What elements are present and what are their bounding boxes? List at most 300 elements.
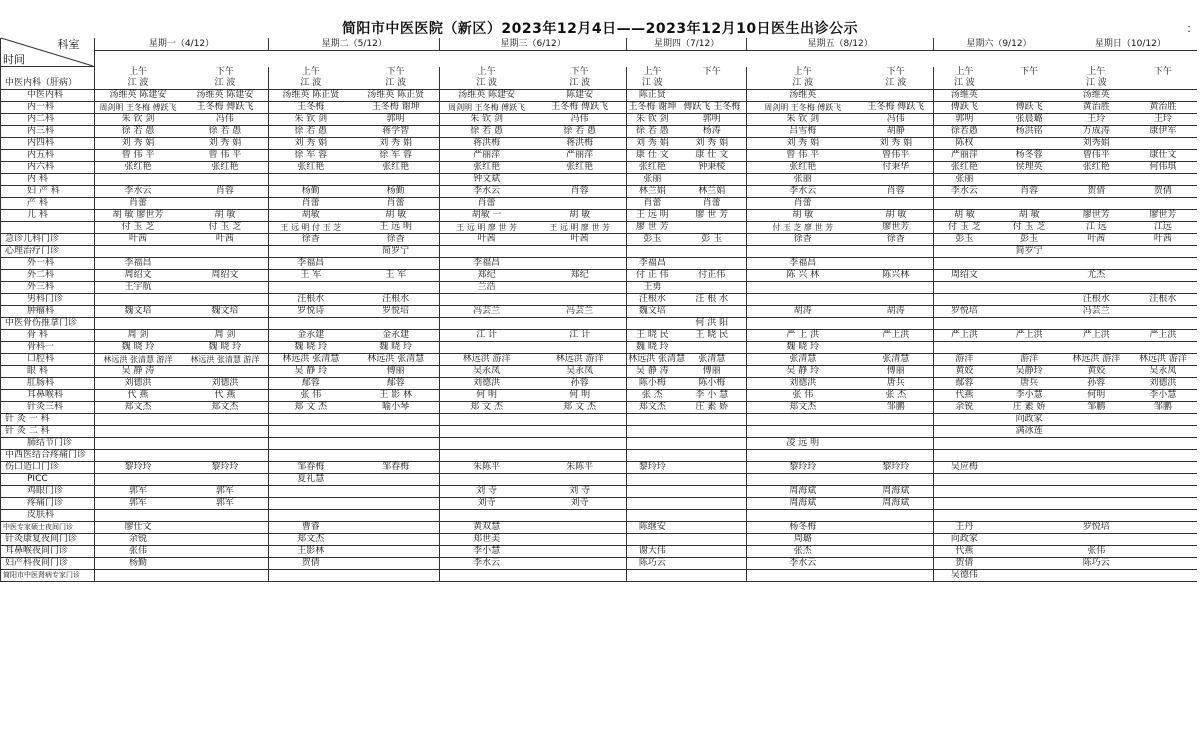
- doctor-cell: 康伊军: [1129, 126, 1197, 138]
- doctor-cell: 康 仕 文: [627, 150, 678, 162]
- dept-name: 外三科: [1, 282, 95, 294]
- doctor-cell: 冯伟: [858, 114, 933, 126]
- doctor-cell: 王宇航: [94, 282, 181, 294]
- doctor-cell: 傅丽: [352, 366, 439, 378]
- doctor-cell: 刘 秀 娟: [94, 138, 181, 150]
- day-thursday: 星期四（7/12）: [627, 38, 747, 51]
- doctor-cell: 王 远 明: [352, 222, 439, 234]
- doctor-cell: 王 影 林: [352, 390, 439, 402]
- doctor-cell: 黎玲玲: [94, 462, 181, 474]
- doctor-cell: 张丽: [934, 174, 995, 186]
- doctor-cell: [677, 426, 746, 438]
- doctor-cell: [995, 534, 1064, 546]
- doctor-cell: [627, 570, 678, 582]
- dept-name: 口腔科: [1, 354, 95, 366]
- doctor-cell: [858, 90, 933, 102]
- dept-name: 中医骨伤推拿门诊: [1, 318, 95, 330]
- doctor-cell: 邹春梅: [269, 462, 352, 474]
- doctor-cell: 叶茜: [533, 234, 627, 246]
- dept-label: 科室: [57, 38, 80, 51]
- doctor-cell: 蒋洪梅: [533, 138, 627, 150]
- doctor-cell: 江 计: [533, 330, 627, 342]
- schedule-table: [0, 38, 1197, 582]
- doctor-cell: 张红艳: [627, 162, 678, 174]
- doctor-cell: 汪根水: [1129, 294, 1197, 306]
- doctor-cell: 何明: [1064, 390, 1129, 402]
- doctor-cell: 夏礼慧: [269, 474, 352, 486]
- dept-name: 肛肠科: [1, 378, 95, 390]
- doctor-cell: [995, 342, 1064, 354]
- doctor-cell: [269, 246, 352, 258]
- doctor-cell: [934, 510, 995, 522]
- doctor-cell: 林远洪 张清慧 游洋: [94, 354, 181, 366]
- doctor-cell: 刘 秀 娟: [858, 138, 933, 150]
- day-saturday: 星期六（9/12）: [934, 38, 1064, 51]
- doctor-cell: [1129, 258, 1197, 270]
- doctor-cell: [858, 198, 933, 210]
- doctor-cell: 付 玉 芝: [995, 222, 1064, 234]
- doctor-cell: 喻小琴: [352, 402, 439, 414]
- doctor-cell: [533, 258, 627, 270]
- dept-name: 伤口造口门诊: [1, 462, 95, 474]
- doctor-cell: [1129, 282, 1197, 294]
- doctor-cell: 陈继安: [627, 522, 678, 534]
- doctor-cell: 凌 远 明: [747, 438, 859, 450]
- doctor-cell: 刘德洪: [181, 378, 268, 390]
- doctor-cell: 肖蕾: [269, 198, 352, 210]
- doctor-cell: [1129, 174, 1197, 186]
- doctor-cell: 魏 晓 玲: [181, 342, 268, 354]
- doctor-cell: 汤维英: [1064, 90, 1129, 102]
- doctor-cell: [747, 246, 859, 258]
- dept-name: 皮肤科: [1, 510, 95, 522]
- doctor-cell: [995, 462, 1064, 474]
- doctor-cell: [677, 78, 746, 90]
- doctor-cell: [181, 366, 268, 378]
- dept-name: 内 科: [1, 174, 95, 186]
- doctor-cell: 廖仕文: [94, 522, 181, 534]
- doctor-cell: [94, 510, 181, 522]
- doctor-cell: [533, 450, 627, 462]
- doctor-cell: 张清慧: [677, 354, 746, 366]
- doctor-cell: [1064, 198, 1129, 210]
- doctor-cell: 肖蓉: [181, 186, 268, 198]
- doctor-cell: 康仕文: [1129, 150, 1197, 162]
- doctor-cell: 江 波: [440, 78, 534, 90]
- doctor-cell: [1129, 510, 1197, 522]
- doctor-cell: 黄姣: [1064, 366, 1129, 378]
- doctor-cell: 万成涛: [1064, 126, 1129, 138]
- doctor-cell: 汤维英: [934, 90, 995, 102]
- doctor-cell: 曹睿: [269, 522, 352, 534]
- doctor-cell: [1064, 486, 1129, 498]
- doctor-cell: 张丽: [747, 174, 859, 186]
- doctor-cell: 江 波: [1064, 78, 1129, 90]
- doctor-cell: [440, 342, 534, 354]
- doctor-cell: 周海斌: [858, 486, 933, 498]
- doctor-cell: 张红艳: [1064, 162, 1129, 174]
- doctor-cell: 代燕: [934, 546, 995, 558]
- doctor-cell: 林远洪 张清慧: [628, 354, 686, 364]
- doctor-cell: [1129, 570, 1197, 582]
- doctor-cell: 肖蕾: [352, 198, 439, 210]
- doctor-cell: [1129, 342, 1197, 354]
- schedule-row: [1, 450, 1198, 462]
- doctor-cell: 代燕: [934, 390, 995, 402]
- doctor-cell: 李水云: [747, 558, 859, 570]
- doctor-cell: [269, 414, 352, 426]
- dept-name: 中医专家硕士夜间门诊: [1, 522, 95, 534]
- doctor-cell: 王 晓 民: [627, 330, 678, 342]
- doctor-cell: 肖蓉: [858, 186, 933, 198]
- doctor-cell: 胡 敏 廖世芳: [94, 210, 181, 222]
- doctor-cell: [934, 282, 995, 294]
- doctor-cell: [858, 510, 933, 522]
- doctor-cell: 魏 晓 玲: [94, 342, 181, 354]
- doctor-cell: [995, 78, 1064, 90]
- doctor-cell: 江 波: [858, 78, 933, 90]
- doctor-cell: [995, 546, 1064, 558]
- doctor-cell: [1129, 318, 1197, 330]
- doctor-cell: [269, 282, 352, 294]
- schedule-row: [1, 558, 1198, 570]
- schedule-row: [1, 462, 1198, 474]
- doctor-cell: 胡 敏: [533, 210, 627, 222]
- doctor-cell: 徐香: [269, 234, 352, 246]
- doctor-cell: [181, 258, 268, 270]
- doctor-cell: 郑文杰: [269, 534, 352, 546]
- doctor-cell: 杨勤: [94, 558, 181, 570]
- doctor-cell: [181, 438, 268, 450]
- dept-name: PICC: [1, 474, 95, 486]
- doctor-cell: [181, 534, 268, 546]
- doctor-cell: 王玲: [1064, 114, 1129, 126]
- doctor-cell: [352, 450, 439, 462]
- doctor-cell: 廖世芳: [858, 222, 933, 234]
- doctor-cell: 严丽萍: [934, 150, 995, 162]
- doctor-cell: [1064, 414, 1129, 426]
- doctor-cell: [181, 318, 268, 330]
- doctor-cell: [934, 426, 995, 438]
- doctor-cell: 王冬梅 傅跃飞: [181, 102, 268, 114]
- doctor-cell: 蒋学智: [352, 126, 439, 138]
- doctor-cell: [747, 570, 859, 582]
- schedule-row: [1, 546, 1198, 558]
- dept-name: 骨 科: [1, 330, 95, 342]
- schedule-row: [1, 402, 1198, 414]
- doctor-cell: 吴德伟: [934, 570, 995, 582]
- doctor-cell: 肖蕾: [440, 198, 534, 210]
- doctor-cell: 张晨璐: [995, 114, 1064, 126]
- am-header: 上午: [440, 67, 534, 79]
- pm-header: 下午: [702, 66, 721, 77]
- doctor-cell: 胡 敏: [934, 210, 995, 222]
- doctor-cell: 郑文杰: [94, 402, 181, 414]
- dept-name: 骨科一: [1, 342, 95, 354]
- doctor-cell: 吴 静 玲: [747, 366, 859, 378]
- schedule-row: [1, 570, 1198, 582]
- doctor-cell: 汤维英: [747, 90, 859, 102]
- doctor-cell: [1129, 414, 1197, 426]
- dept-name: 简阳市中医肾病专家门诊: [1, 570, 95, 582]
- dept-name: 儿 科: [1, 210, 95, 222]
- doctor-cell: 周海斌: [858, 498, 933, 510]
- doctor-cell: [533, 342, 627, 354]
- doctor-cell: 刘德洪: [440, 378, 534, 390]
- schedule-row: [1, 498, 1198, 510]
- doctor-cell: [181, 510, 268, 522]
- doctor-cell: 康 仕 文: [677, 150, 746, 162]
- doctor-cell: [1064, 474, 1129, 486]
- doctor-cell: 严上洪: [1064, 330, 1129, 342]
- doctor-cell: [934, 342, 995, 354]
- doctor-cell: 王 远 明 付 玉 芝: [269, 222, 352, 234]
- schedule-row: [1, 150, 1198, 162]
- am-header: 上午: [269, 67, 352, 79]
- doctor-cell: [677, 414, 746, 426]
- doctor-cell: [352, 570, 439, 582]
- corner-mark: ：: [1186, 22, 1198, 35]
- pm-header: 下午: [886, 66, 905, 77]
- doctor-cell: [181, 246, 268, 258]
- doctor-cell: 朱 钦 剑: [94, 114, 181, 126]
- doctor-cell: 汤维英 陈正贤: [269, 90, 352, 102]
- dept-name: 肺结节门诊: [1, 438, 95, 450]
- doctor-cell: 刘 秀 娟: [747, 138, 859, 150]
- schedule-row: [1, 306, 1198, 318]
- doctor-cell: [1064, 450, 1129, 462]
- doctor-cell: 付 玉 芝: [181, 222, 268, 234]
- schedule-row: [1, 198, 1198, 210]
- doctor-cell: [1129, 246, 1197, 258]
- doctor-cell: 严 上 洪: [747, 330, 859, 342]
- doctor-cell: [858, 294, 933, 306]
- doctor-cell: 罗悦培: [1064, 522, 1129, 534]
- doctor-cell: [1064, 174, 1129, 186]
- doctor-cell: 邹春梅: [352, 462, 439, 474]
- doctor-cell: [94, 450, 181, 462]
- doctor-cell: 郭明: [934, 114, 995, 126]
- doctor-cell: 周绍文: [94, 270, 181, 282]
- corner-cell: [1, 38, 95, 67]
- doctor-cell: 肖蕾: [627, 198, 678, 210]
- doctor-cell: [995, 294, 1064, 306]
- doctor-cell: 傅跃飞: [995, 102, 1064, 114]
- doctor-cell: 郑文杰: [181, 402, 268, 414]
- doctor-cell: 向政家: [995, 414, 1064, 426]
- doctor-cell: [533, 510, 627, 522]
- dept-name: 内二科: [1, 114, 95, 126]
- doctor-cell: 徐香: [747, 234, 859, 246]
- doctor-cell: 曾 伟 平: [94, 150, 181, 162]
- doctor-cell: 吴永凤: [440, 366, 534, 378]
- doctor-cell: 庄 素 娇: [995, 402, 1064, 414]
- doctor-cell: [269, 486, 352, 498]
- doctor-cell: 汪 根 水: [677, 294, 746, 306]
- doctor-cell: 李水云: [440, 558, 534, 570]
- doctor-cell: [995, 450, 1064, 462]
- doctor-cell: [677, 510, 746, 522]
- doctor-cell: 李福昌: [94, 258, 181, 270]
- dept-name: 妇产科夜间门诊: [1, 558, 95, 570]
- doctor-cell: 张 杰: [858, 390, 933, 402]
- doctor-cell: 钟文斌: [440, 174, 534, 186]
- doctor-cell: [1064, 342, 1129, 354]
- doctor-cell: 付 玉 芝: [934, 222, 995, 234]
- doctor-cell: [934, 498, 995, 510]
- doctor-cell: [858, 558, 933, 570]
- doctor-cell: 李小慧: [995, 390, 1064, 402]
- doctor-cell: 胡敏: [269, 210, 352, 222]
- doctor-cell: [627, 318, 678, 330]
- doctor-cell: 刘 秀 娟: [352, 138, 439, 150]
- doctor-cell: 王玲: [1129, 114, 1197, 126]
- doctor-cell: 傅丽: [858, 366, 933, 378]
- schedule-body: [1, 38, 1198, 582]
- doctor-cell: [677, 258, 746, 270]
- doctor-cell: 贺倩: [1064, 186, 1129, 198]
- doctor-cell: [995, 486, 1064, 498]
- doctor-cell: [352, 486, 439, 498]
- doctor-cell: [747, 510, 859, 522]
- doctor-cell: [995, 138, 1064, 150]
- doctor-cell: [747, 426, 859, 438]
- doctor-cell: [747, 282, 859, 294]
- doctor-cell: 张红艳: [352, 162, 439, 174]
- doctor-cell: 李水云: [94, 186, 181, 198]
- doctor-cell: [352, 414, 439, 426]
- doctor-cell: [94, 318, 181, 330]
- doctor-cell: 林兰娟: [677, 186, 746, 198]
- doctor-cell: [533, 558, 627, 570]
- doctor-cell: [352, 534, 439, 546]
- schedule-row: [1, 126, 1198, 138]
- doctor-cell: [1129, 486, 1197, 498]
- dept-name: 针 灸 一 科: [1, 414, 95, 426]
- doctor-cell: 江 波: [94, 78, 181, 90]
- doctor-cell: [440, 414, 534, 426]
- doctor-cell: 胡 敏: [352, 210, 439, 222]
- doctor-cell: 江 计: [440, 330, 534, 342]
- doctor-cell: 江 远: [1064, 222, 1129, 234]
- doctor-cell: 简罗宁: [995, 246, 1064, 258]
- dept-name: 中西医结合疼痛门诊: [1, 450, 95, 462]
- doctor-cell: 陈巧云: [627, 558, 678, 570]
- pm-header: 下午: [1153, 66, 1172, 77]
- doctor-cell: 杨冬梅: [747, 522, 859, 534]
- doctor-cell: 王 军: [352, 270, 439, 282]
- doctor-cell: [995, 474, 1064, 486]
- doctor-cell: [533, 546, 627, 558]
- doctor-cell: 王冬梅 傅跃飞: [858, 102, 933, 114]
- am-header: 上午: [128, 66, 147, 77]
- doctor-cell: 周绍文: [181, 270, 268, 282]
- dept-name: 中医内科（肝病）: [1, 78, 95, 90]
- doctor-cell: [1129, 438, 1197, 450]
- doctor-cell: [1129, 90, 1197, 102]
- doctor-cell: [94, 570, 181, 582]
- doctor-cell: 林远洪 游洋: [1064, 354, 1129, 366]
- doctor-cell: 郑 文 杰: [440, 402, 534, 414]
- doctor-cell: [858, 414, 933, 426]
- doctor-cell: [995, 306, 1064, 318]
- doctor-cell: 彭 玉: [677, 234, 746, 246]
- doctor-cell: 严丽萍: [440, 150, 534, 162]
- doctor-cell: [1129, 138, 1197, 150]
- doctor-cell: 江 波: [627, 78, 678, 90]
- doctor-cell: [995, 270, 1064, 282]
- am-header: 上午: [627, 67, 678, 79]
- doctor-cell: 严上洪: [858, 330, 933, 342]
- doctor-cell: 魏文培: [627, 306, 678, 318]
- doctor-cell: 张红艳: [747, 162, 859, 174]
- doctor-cell: [1129, 450, 1197, 462]
- am-header: 上午: [747, 67, 859, 79]
- doctor-cell: [934, 318, 995, 330]
- doctor-cell: 张丽: [627, 174, 678, 186]
- doctor-cell: 徐 若 愚: [533, 126, 627, 138]
- schedule-row: [1, 114, 1198, 126]
- doctor-cell: 侯理英: [995, 162, 1064, 174]
- title-text: 简阳市中医医院（新区）2023年12月4日——2023年12月10日医生出诊公示: [341, 21, 859, 37]
- doctor-cell: 朱 钦 剑: [747, 114, 859, 126]
- doctor-cell: [677, 486, 746, 498]
- doctor-cell: 王冬梅 谢坤: [352, 102, 439, 114]
- doctor-cell: [858, 546, 933, 558]
- doctor-cell: 李水云: [747, 186, 859, 198]
- day-wednesday: 星期三（6/12）: [440, 38, 627, 51]
- doctor-cell: 杨涛: [677, 126, 746, 138]
- doctor-cell: 付秉华: [858, 162, 933, 174]
- doctor-cell: 刘德洪: [94, 378, 181, 390]
- doctor-cell: [181, 294, 268, 306]
- doctor-cell: 徐香: [352, 234, 439, 246]
- doctor-cell: 付 正 伟: [627, 270, 678, 282]
- doctor-cell: [352, 426, 439, 438]
- day-header-row: [1, 38, 1198, 51]
- doctor-cell: [533, 438, 627, 450]
- doctor-cell: 林远洪 张清慧 游洋: [181, 354, 268, 366]
- doctor-cell: [627, 534, 678, 546]
- doctor-cell: 王影林: [269, 546, 352, 558]
- dept-name: 内一科: [1, 102, 95, 114]
- doctor-cell: [858, 438, 933, 450]
- doctor-cell: 李水云: [440, 186, 534, 198]
- doctor-cell: [352, 174, 439, 186]
- doctor-cell: [269, 426, 352, 438]
- doctor-cell: 兰浩: [440, 282, 534, 294]
- doctor-cell: 周海斌: [747, 498, 859, 510]
- day-sunday: 星期日（10/12）: [1064, 38, 1197, 51]
- doctor-cell: 冯芸兰: [533, 306, 627, 318]
- doctor-cell: [1129, 522, 1197, 534]
- schedule-row: [1, 438, 1198, 450]
- doctor-cell: 朱 钦 剑: [627, 114, 678, 126]
- dept-name: [1, 222, 95, 234]
- schedule-row: [1, 246, 1198, 258]
- am-header: 上午: [1087, 66, 1106, 77]
- doctor-cell: 汤维英 陈正贤: [352, 90, 439, 102]
- doctor-cell: 孙蓉: [1064, 378, 1129, 390]
- doctor-cell: 吕雪梅: [747, 126, 859, 138]
- doctor-cell: [533, 414, 627, 426]
- doctor-cell: [1129, 198, 1197, 210]
- doctor-cell: [269, 450, 352, 462]
- day-tuesday: 星期二（5/12）: [269, 38, 440, 51]
- doctor-cell: [181, 198, 268, 210]
- doctor-cell: [533, 174, 627, 186]
- doctor-cell: [858, 342, 933, 354]
